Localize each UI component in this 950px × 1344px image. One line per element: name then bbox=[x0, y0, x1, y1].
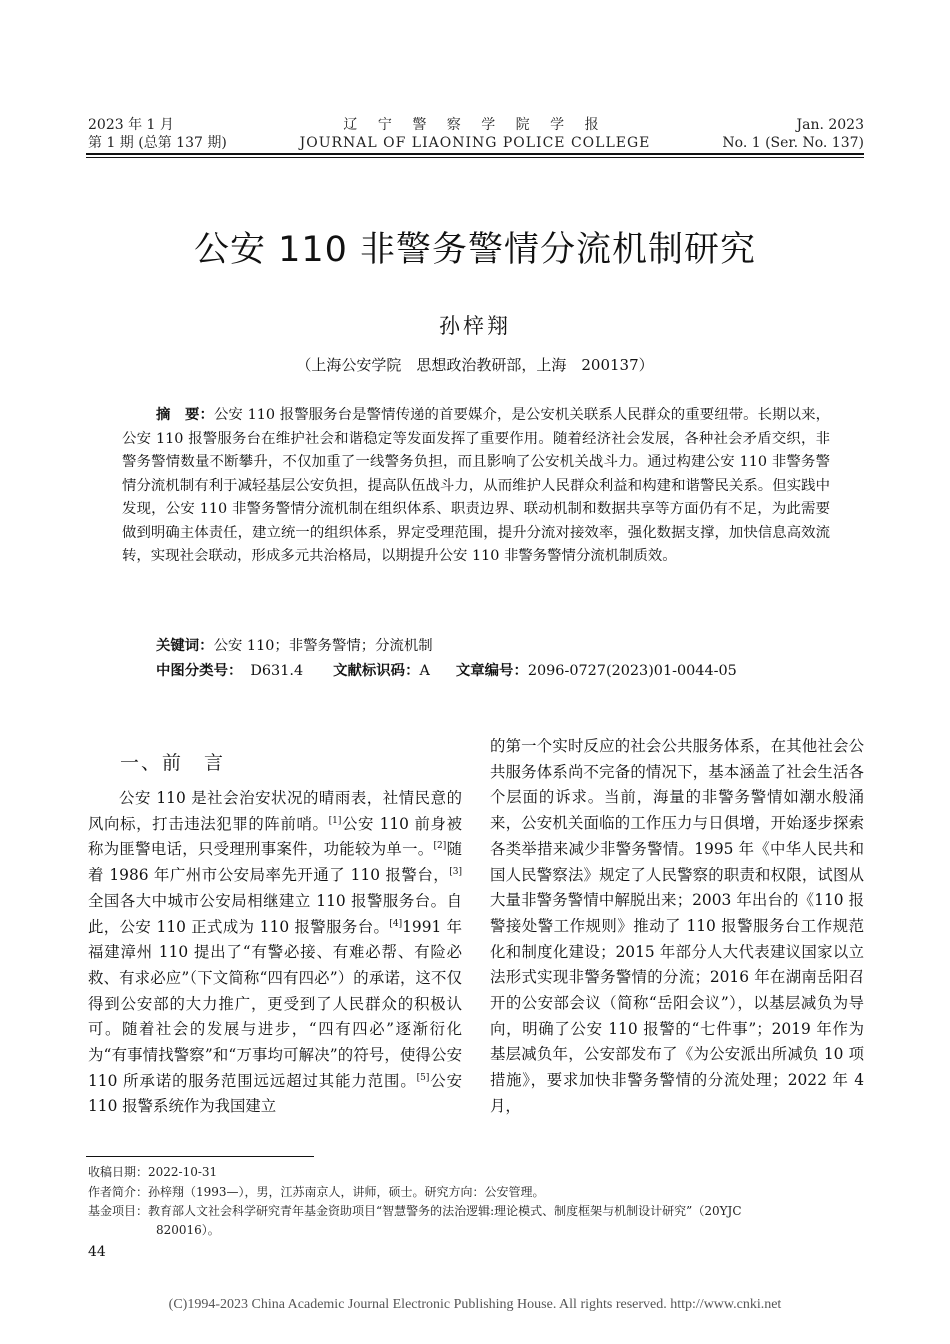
citation-ref: [5] bbox=[416, 1072, 430, 1083]
body-text: 公安 110 是社会治安状况的晴雨表，社情民意的风向标，打击违法犯罪的阵前哨。 bbox=[88, 789, 462, 833]
copyright-footer: (C)1994-2023 China Academic Journal Electronic Publishing House. All rights reserved. http://www.cnki.net bbox=[168, 1297, 782, 1312]
header-journal-en: JOURNAL OF LIAONING POLICE COLLEGE bbox=[299, 135, 651, 151]
body-text: 随着 1986 年广州市公安局率先开通了 110 报警台， bbox=[88, 840, 462, 885]
citation-ref: [1] bbox=[328, 815, 342, 826]
abstract-label: 摘 要： bbox=[156, 407, 214, 423]
header-rule-thick bbox=[86, 153, 864, 155]
abstract-text: 公安 110 报警服务台是警情传递的首要媒介，是公安机关联系人民群众的重要纽带。长期以来，公安 110 报警服务台在维护社会和谐稳定等发面发挥了重要作用。随着经济社会发展，各种社会矛盾交织，非警务警情数量不断攀升，不仅加重了一线警务负担，而且影响了公安机关战斗力。通过构建公安 110 非警务警情分流机制有利于减轻基层公安负担，提高队伍战斗力，从而维护人民群众利益和构建和谐警民关系。但实践中发现，公安 110 非警务警情分流机制在组织体系、职责边界、联动机制和数据共享等方面仍有不足，为此需要做到明确主体责任，建立统一的组织体系，界定受理范围，提升分流对接效率，强化数据支撑，加快信息高效流转，实现社会联动，形成多元共治格局，以期提升公安 110 非警务警情分流机制质效。 bbox=[122, 407, 830, 564]
footnote-author-bio: 作者简介：孙梓翔（1993—），男，江苏南京人，讲师，硕士。研究方向：公安管理。 bbox=[88, 1185, 545, 1199]
abstract bbox=[122, 404, 830, 569]
body-right-column: 的第一个实时反应的社会公共服务体系，在其他社会公共服务体系尚不完备的情况下，基本涵盖了社会生活各个层面的诉求。当前，海量的非警务警情如潮水般涌来，公安机关面临的工作压力与日俱增，开始逐步探索各类举措来减少非警务警情。1995 年《中华人民共和国人民警察法》规定了人民警察的职责和权限，试图从大量非警务警情中解脱出来；2003 年出台的《110 报警接处警工作规则》推动了 110 报警服务台工作规范化和制度化建设；2015 年部分人大代表建议国家以立法形式实现非警务警情的分流；2016 年在湖南岳阳召开的公安部会议（简称“岳阳会议”），以基层减负为导向，明确了公安 110 报警的“七件事”；2019 年作为基层减负年，公安部发布了《为公安派出所减负 10 项措施》，要求加快非警务警情的分流处理；2022 年 4 月， bbox=[490, 737, 864, 1115]
article-title: 公安 110 非警务警情分流机制研究 bbox=[193, 230, 757, 270]
keywords bbox=[156, 634, 433, 658]
body-text: 公安 110 前身被称为匪警电话，只受理刑事案件，功能较为单一。 bbox=[88, 814, 462, 859]
clc-value: D631.4 bbox=[250, 663, 304, 679]
keywords-text: 公安 110；非警务警情；分流机制 bbox=[213, 638, 433, 654]
header-issue: 第 1 期 (总第 137 期) bbox=[88, 135, 227, 151]
doc-code-value: A bbox=[419, 663, 430, 679]
header-rule-thin bbox=[86, 157, 864, 158]
section-heading: 一、前 言 bbox=[120, 752, 226, 774]
header-issue-en: No. 1 (Ser. No. 137) bbox=[722, 135, 864, 151]
header-date-en: Jan. 2023 bbox=[796, 117, 864, 133]
page-number: 44 bbox=[88, 1244, 106, 1260]
footnote-fund-cont: 820016）。 bbox=[156, 1223, 220, 1237]
doc-code-label: 文献标识码： bbox=[333, 663, 420, 679]
body-text: 公安 110 报警系统作为我国建立 bbox=[88, 1071, 462, 1116]
header-journal-cn: 辽 宁 警 察 学 院 学 报 bbox=[343, 117, 607, 133]
article-number-value: 2096-0727(2023)01-0044-05 bbox=[527, 663, 737, 679]
body-left-column bbox=[88, 786, 462, 1120]
classification-line bbox=[156, 659, 737, 683]
keywords-label: 关键词： bbox=[156, 638, 214, 654]
header-date: 2023 年 1 月 bbox=[88, 117, 174, 133]
body-text: 全国各大中城市公安局相继建立 110 报警服务台。自此，公安 110 正式成为 110 报警服务台。 bbox=[88, 891, 462, 936]
citation-ref: [3] bbox=[449, 866, 462, 877]
footnote-received: 收稿日期：2022-10-31 bbox=[88, 1165, 218, 1179]
body-text: 1991 年福建漳州 110 提出了“有警必接、有难必帮、有险必救、有求必应”（下文简称“四有四必”）的承诺，这不仅得到公安部的大力推广，更受到了人民群众的积极认可。随着社会的发展与进步，“四有四必”逐渐衍化为“有事情找警察”和“万事均可解决”的符号，使得公安 110 所承诺的服务范围远远超过其能力范围。 bbox=[88, 917, 462, 1090]
clc-label: 中图分类号： bbox=[156, 663, 243, 679]
footnote-fund: 基金项目：教育部人文社会科学研究青年基金资助项目“智慧警务的法治逻辑:理论模式、制度框架与机制设计研究”（20YJC bbox=[88, 1204, 742, 1218]
citation-ref: [2] bbox=[433, 841, 447, 852]
author-affiliation: （上海公安学院 思想政治教研部，上海 200137） bbox=[296, 356, 654, 374]
article-author: 孙梓翔 bbox=[439, 314, 511, 338]
footnote-rule bbox=[86, 1156, 314, 1157]
citation-ref: [4] bbox=[389, 918, 403, 929]
article-number-label: 文章编号： bbox=[455, 663, 528, 679]
